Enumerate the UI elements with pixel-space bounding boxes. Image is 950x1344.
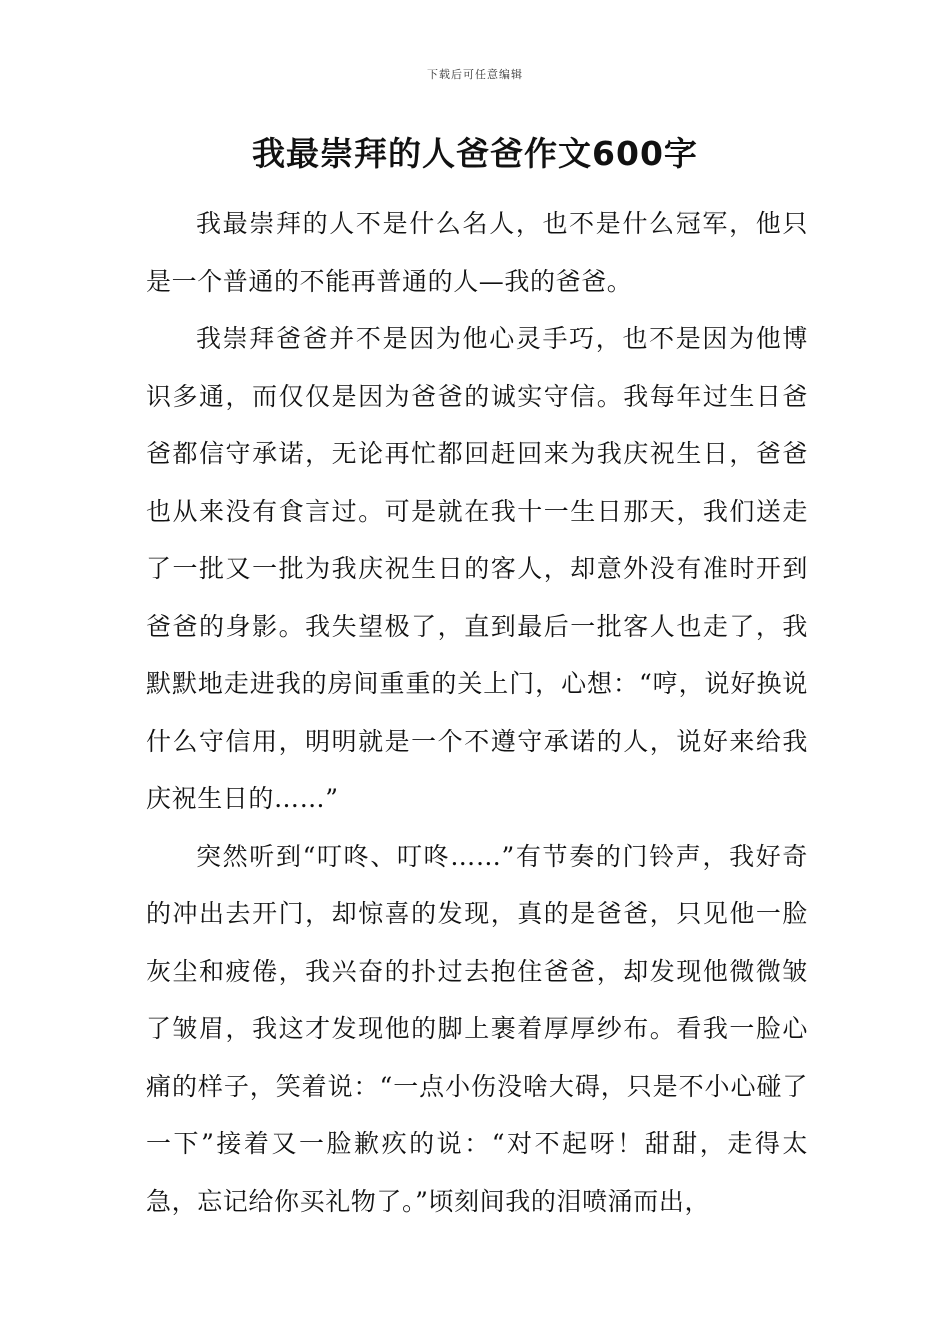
page-header-note: 下载后可任意编辑: [427, 68, 523, 81]
document-title: 我最崇拜的人爸爸作文600字: [252, 134, 698, 173]
document-body: [146, 195, 808, 1230]
paragraph: 我最崇拜的人不是什么名人，也不是什么冠军，他只是一个普通的不能再普通的人—我的爸爸。: [146, 209, 808, 296]
paragraph: 我崇拜爸爸并不是因为他心灵手巧，也不是因为他博识多通，而仅仅是因为爸爸的诚实守信。我每年过生日爸爸都信守承诺，无论再忙都回赶回来为我庆祝生日，爸爸也从来没有食言过。可是就在我十一生日那天，我们送走了一批又一批为我庆祝生日的客人，却意外没有准时开到爸爸的身影。我失望极了，直到最后一批客人也走了，我默默地走进我的房间重重的关上门，心想：“哼，说好换说什么守信用，明明就是一个不遵守承诺的人，说好来给我庆祝生日的……”: [146, 324, 808, 813]
paragraph: 突然听到“叮咚、叮咚……”有节奏的门铃声，我好奇的冲出去开门，却惊喜的发现，真的是爸爸，只见他一脸灰尘和疲倦，我兴奋的扑过去抱住爸爸，却发现他微微皱了皱眉，我这才发现他的脚上裹着厚厚纱布。看我一脸心痛的样子，笑着说：“一点小伤没啥大碍，只是不小心碰了一下”接着又一脸歉疚的说：“对不起呀！甜甜，走得太急，忘记给你买礼物了。”顷刻间我的泪喷涌而出，: [146, 841, 808, 1216]
